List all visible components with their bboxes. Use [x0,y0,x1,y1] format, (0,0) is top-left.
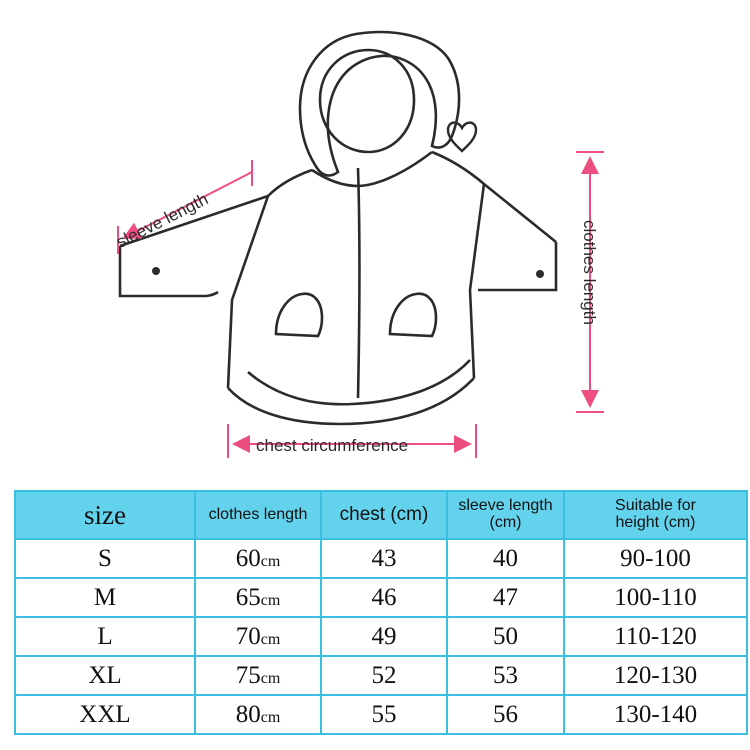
cell-height: 90-100 [564,539,747,578]
sleeve-length-label: sleeve length [113,189,212,252]
clothes-length-label: clothes length [580,220,599,325]
cell-sleeve: 40 [447,539,564,578]
cell-chest: 43 [321,539,447,578]
cell-clothes-length: 70cm [195,617,321,656]
cuff-button-right [536,270,544,278]
cell-chest: 46 [321,578,447,617]
cuff-button-left [152,267,160,275]
header-clothes-length: clothes length [195,491,321,539]
cell-height: 100-110 [564,578,747,617]
pocket-left [276,294,322,336]
cell-clothes-length: 75cm [195,656,321,695]
cell-chest: 52 [321,656,447,695]
header-chest: chest (cm) [321,491,447,539]
size-table [14,490,748,735]
cell-clothes-length: 80cm [195,695,321,734]
pocket-right [390,294,436,336]
cell-height: 130-140 [564,695,747,734]
cell-clothes-length: 65cm [195,578,321,617]
cell-height: 110-120 [564,617,747,656]
cell-sleeve: 47 [447,578,564,617]
header-suitable-height: Suitable for height (cm) [564,491,747,539]
table-row [15,539,747,578]
coat-body-shape [120,152,556,424]
cell-size: S [15,539,195,578]
cell-sleeve: 53 [447,656,564,695]
cell-size: M [15,578,195,617]
chest-circumference-label: chest circumference [256,436,409,455]
cell-chest: 49 [321,617,447,656]
cell-size: L [15,617,195,656]
table-row [15,617,747,656]
table-row [15,695,747,734]
cell-sleeve: 56 [447,695,564,734]
cell-size: XXL [15,695,195,734]
table-row [15,656,747,695]
cell-clothes-length: 60cm [195,539,321,578]
table-row [15,578,747,617]
cell-chest: 55 [321,695,447,734]
header-sleeve-length: sleeve length (cm) [447,491,564,539]
header-size: size [15,491,195,539]
cell-height: 120-130 [564,656,747,695]
cell-sleeve: 50 [447,617,564,656]
cell-size: XL [15,656,195,695]
table-header-row [15,491,747,539]
